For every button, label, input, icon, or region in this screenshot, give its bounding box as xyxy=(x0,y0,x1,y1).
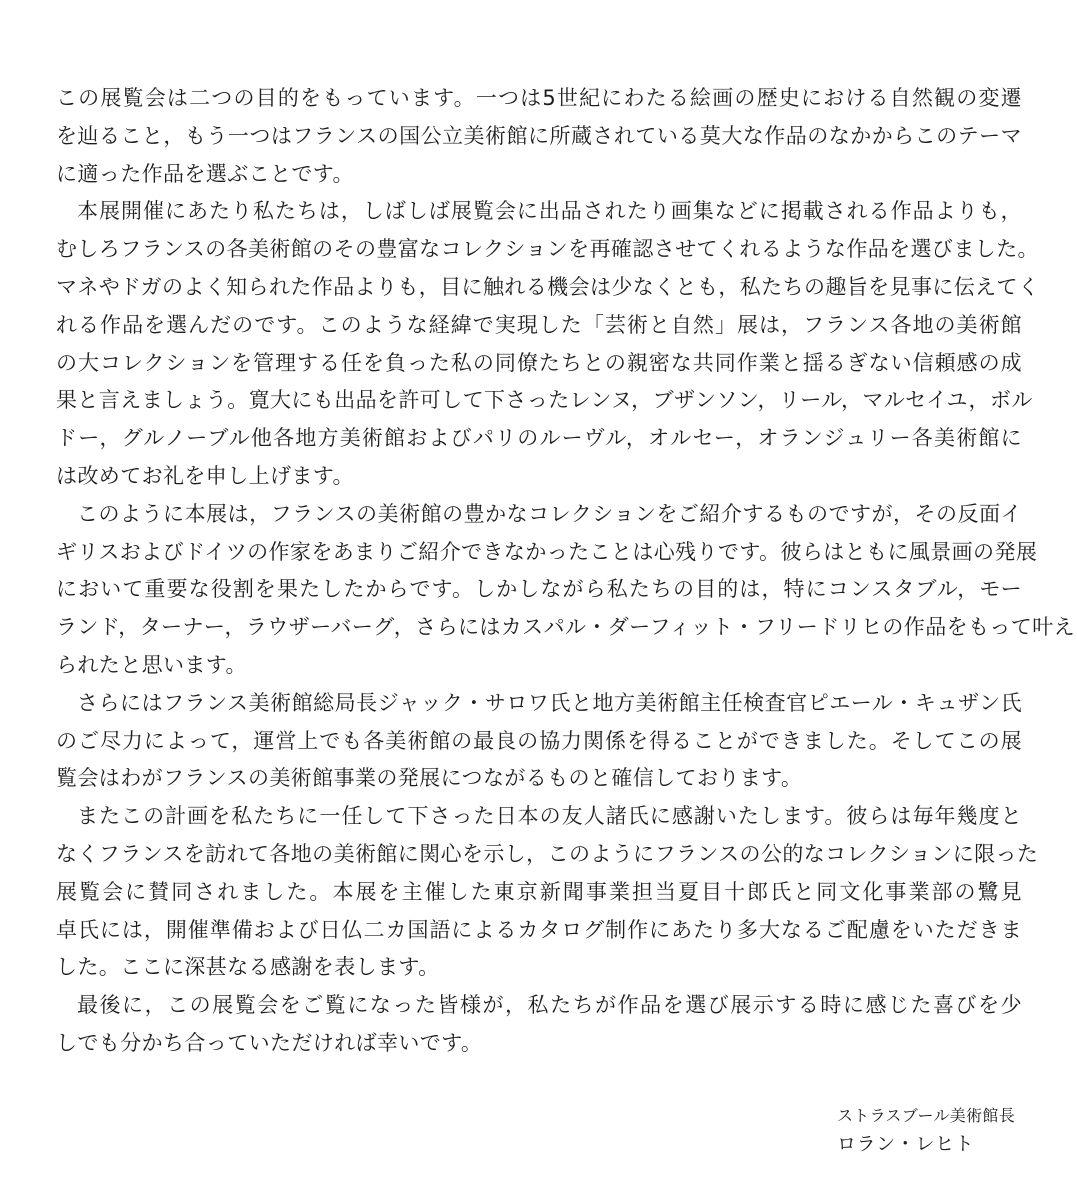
text-line: のご尽力によって，運営上でも各美術館の最良の協力関係を得ることができました。そしてこの展 xyxy=(56,728,1022,753)
text-line: ランド，ターナー，ラウザーバーグ，さらにはカスパル・ダーフィット・フリードリヒの作品をもって叶え xyxy=(56,615,1076,640)
text-line: 果と言えましょう。寛大にも出品を許可して下さったレンヌ，ブザンソン，リール，マルセイユ，ボル xyxy=(56,388,1033,413)
signatory-title: ストラスブール美術館長 xyxy=(836,1106,1015,1125)
paragraph xyxy=(56,80,1022,193)
text-line: 本展開催にあたり私たちは，しばしば展覧会に出品されたり画集などに掲載される作品よりも， xyxy=(77,199,1022,224)
letter-body xyxy=(56,80,1076,1063)
text-line: した。ここに深甚なる感謝を表します。 xyxy=(56,955,440,980)
text-line: 覧会はわがフランスの美術館事業の発展につながるものと確信しております。 xyxy=(56,766,803,791)
paragraph xyxy=(56,685,1022,798)
text-line: 卓氏には，開催準備および日仏二カ国語によるカタログ制作にあたり多大なるご配慮をいただきま xyxy=(56,917,1022,942)
signature-block xyxy=(837,1103,1015,1159)
text-line: このように本展は，フランスの美術館の豊かなコレクションをご紹介するものですが，その反面イ xyxy=(77,501,1022,526)
text-line: られたと思います。 xyxy=(56,652,247,677)
text-line: むしろフランスの各美術館のその豊富なコレクションを再確認させてくれるような作品を選びました。 xyxy=(56,237,1039,262)
text-line: ギリスおよびドイツの作家をあまりご紹介できなかったことは心残りです。彼らはともに風景画の発展 xyxy=(56,539,1038,564)
text-line: ドー，グルノーブル他各地方美術館およびパリのルーヴル，オルセー，オランジュリー各美術館に xyxy=(56,426,1022,451)
text-line: この展覧会は二つの目的をもっています。一つは5世紀にわたる絵画の歴史における自然観の変遷 xyxy=(56,86,1022,110)
text-line: は改めてお礼を申し上げます。 xyxy=(56,463,354,488)
text-line: において重要な役割を果たしたからです。しかしながら私たちの目的は，特にコンスタブル，モー xyxy=(56,577,1022,602)
text-line: を辿ること，もう一つはフランスの国公立美術館に所蔵されている莫大な作品のなかからこのテーマ xyxy=(56,123,1022,148)
paragraph xyxy=(56,987,1022,1063)
paragraph xyxy=(56,496,1076,685)
text-line: さらにはフランス美術館総局長ジャック・サロワ氏と地方美術館主任検査官ピエール・キュザン氏 xyxy=(77,690,1022,715)
text-line: マネやドガのよく知られた作品よりも，目に触れる機会は少なくとも，私たちの趣旨を見事に伝えてく xyxy=(56,274,1040,299)
text-line: なくフランスを訪れて各地の美術館に関心を示し，このようにフランスの公的なコレクションに限った xyxy=(56,841,1039,866)
text-line: またこの計画を私たちに一任して下さった日本の友人諸氏に感謝いたします。彼らは毎年幾度と xyxy=(77,804,1022,829)
text-line: に適った作品を選ぶことです。 xyxy=(56,161,354,186)
text-line: 最後に，この展覧会をご覧になった皆様が，私たちが作品を選び展示する時に感じた喜びを少 xyxy=(77,993,1022,1018)
text-line: 展覧会に賛同されました。本展を主催した東京新聞事業担当夏目十郎氏と同文化事業部の鷺見 xyxy=(56,879,1022,904)
text-line: しでも分かち合っていただければ幸いです。 xyxy=(56,1030,483,1055)
text-line: れる作品を選んだのです。このような経緯で実現した「芸術と自然」展は，フランス各地の美術館 xyxy=(56,312,1022,337)
signatory-name: ロラン・レヒト xyxy=(836,1133,975,1155)
paragraph xyxy=(56,193,1040,495)
text-line: の大コレクションを管理する任を負った私の同僚たちとの親密な共同作業と揺るぎない信頼感の成 xyxy=(56,350,1022,375)
paragraph xyxy=(56,798,1039,987)
